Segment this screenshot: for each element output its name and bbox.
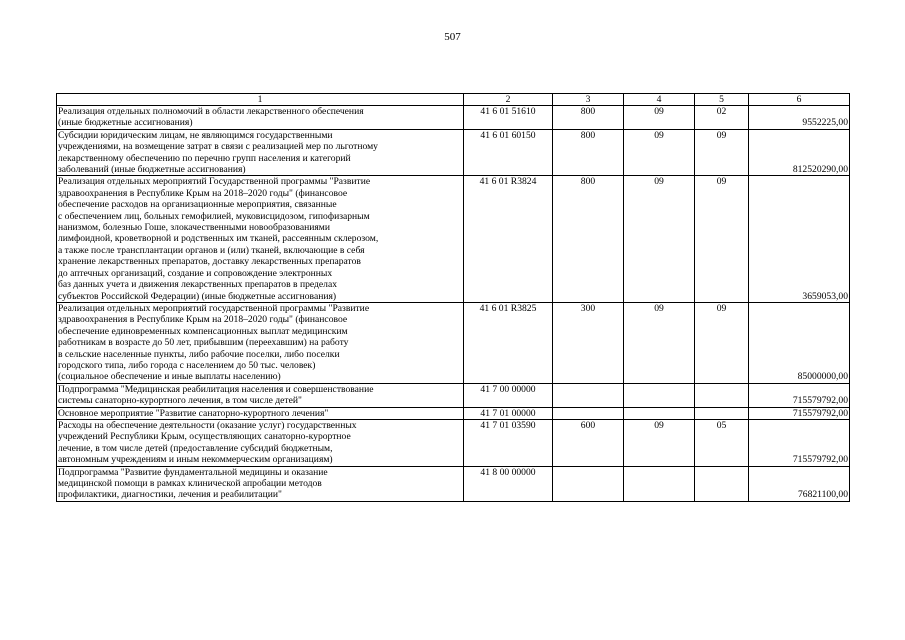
section-cell: 09 xyxy=(624,302,695,383)
subsection-cell: 02 xyxy=(695,106,749,130)
expense-type-cell xyxy=(553,466,624,501)
column-header: 3 xyxy=(553,94,624,106)
expense-name-cell xyxy=(57,129,464,176)
subsection-cell: 05 xyxy=(695,419,749,466)
amount-cell: 76821100,00 xyxy=(749,466,850,501)
table-row xyxy=(57,129,850,176)
expense-name-line: здравоохранения в Республике Крым на 2018–2020 годы" (финансовое xyxy=(58,314,348,326)
section-cell xyxy=(624,407,695,419)
table-row xyxy=(57,302,850,383)
expense-type-cell: 800 xyxy=(553,106,624,130)
expense-name-cell xyxy=(57,407,464,419)
expense-name-line: здравоохранения в Республике Крым на 2018–2020 годы" (финансовое xyxy=(58,187,348,199)
classification-code-cell: 41 7 01 00000 xyxy=(464,407,553,419)
expense-type-cell: 600 xyxy=(553,419,624,466)
expense-name-line: учреждениями, на возмещение затрат в связи с реализацией мер по льготному xyxy=(58,141,378,153)
amount-cell: 715579792,00 xyxy=(749,383,850,407)
expense-name-line: с обеспечением лиц, больных гемофилией, муковисцидозом, гипофизарным xyxy=(58,210,370,222)
classification-code-cell: 41 6 01 51610 xyxy=(464,106,553,130)
subsection-cell xyxy=(695,466,749,501)
page-number: 507 xyxy=(444,31,461,43)
expense-name-line: лечение, в том числе детей (предоставление субсидий бюджетным, xyxy=(58,442,333,454)
expense-name-cell xyxy=(57,419,464,466)
expense-type-cell: 800 xyxy=(553,176,624,302)
classification-code-cell: 41 7 00 00000 xyxy=(464,383,553,407)
column-header: 4 xyxy=(624,94,695,106)
expense-name-line: Реализация отдельных мероприятий Государственной программы "Развитие xyxy=(58,176,371,188)
expense-name-line: (социальное обеспечение и иные выплаты населению) xyxy=(58,371,281,383)
expense-name-line: Основное мероприятие "Развитие санаторно-курортного лечения" xyxy=(58,407,329,419)
expense-name-line: обеспечение расходов на организационные мероприятия, связанные xyxy=(58,199,337,211)
expense-name-line: учреждений Республики Крым, осуществляющих санаторно-курортное xyxy=(58,431,351,443)
expense-name-line: Подпрограмма "Медицинская реабилитация населения и совершенствование xyxy=(58,383,374,395)
expense-name-cell xyxy=(57,106,464,130)
amount-cell: 812520290,00 xyxy=(749,129,850,176)
table-body xyxy=(57,94,850,502)
column-header: 1 xyxy=(57,94,464,106)
expense-name-line: до аптечных организаций, создание и сопровождение электронных xyxy=(58,267,333,279)
section-cell: 09 xyxy=(624,176,695,302)
subsection-cell: 09 xyxy=(695,176,749,302)
section-cell xyxy=(624,383,695,407)
subsection-cell xyxy=(695,383,749,407)
expense-name-line: (иные бюджетные ассигнования) xyxy=(58,117,193,129)
table-row xyxy=(57,383,850,407)
amount-cell: 85000000,00 xyxy=(749,302,850,383)
expense-type-cell xyxy=(553,383,624,407)
expense-name-line: медицинской помощи в рамках клинической апробации методов xyxy=(58,478,322,489)
expense-name-line: обеспечение единовременных компенсационных выплат медицинским xyxy=(58,325,348,337)
expense-name-cell xyxy=(57,302,464,383)
expense-name-line: в сельские населенные пункты, либо рабочие поселки, либо поселки xyxy=(58,348,340,360)
table-row xyxy=(57,176,850,302)
expense-name-line: Реализация отдельных мероприятий государственной программы "Развитие xyxy=(58,302,370,314)
expense-name-line: Реализация отдельных полномочий в области лекарственного обеспечения xyxy=(58,106,364,117)
column-header: 6 xyxy=(749,94,850,106)
classification-code-cell: 41 6 01 60150 xyxy=(464,129,553,176)
amount-cell: 715579792,00 xyxy=(749,419,850,466)
expense-name-cell xyxy=(57,176,464,302)
expense-type-cell: 300 xyxy=(553,302,624,383)
column-header: 5 xyxy=(695,94,749,106)
classification-code-cell: 41 8 00 00000 xyxy=(464,466,553,501)
amount-cell: 715579792,00 xyxy=(749,407,850,419)
section-cell: 09 xyxy=(624,419,695,466)
classification-code-cell: 41 6 01 R3824 xyxy=(464,176,553,302)
expense-name-line: автономным учреждениям и иным некоммерческим организациям) xyxy=(58,454,333,466)
subsection-cell: 09 xyxy=(695,302,749,383)
table-row xyxy=(57,466,850,501)
expense-name-line: баз данных учета и движения лекарственных препаратов в пределах xyxy=(58,279,338,291)
table-row xyxy=(57,419,850,466)
expense-name-line: работникам в возрасте до 50 лет, прибывшим (переехавшим) на работу xyxy=(58,337,349,349)
amount-cell: 3659053,00 xyxy=(749,176,850,302)
expense-name-line: нанизмом, болезнью Гоше, злокачественными новообразованиями xyxy=(58,222,330,234)
table-row xyxy=(57,407,850,419)
expense-name-line: городского типа, либо города с населением до 50 тыс. человек) xyxy=(58,359,316,371)
subsection-cell: 09 xyxy=(695,129,749,176)
table-row xyxy=(57,106,850,130)
expense-name-line: субъектов Российской Федерации) (иные бюджетные ассигнования) xyxy=(58,290,337,302)
expense-name-line: лимфоидной, кроветворной и родственных им тканей, рассеянным склерозом, xyxy=(58,233,379,245)
expense-name-line: профилактики, диагностики, лечения и реабилитации" xyxy=(58,489,282,501)
expense-name-line: Расходы на обеспечение деятельности (оказание услуг) государственных xyxy=(58,419,357,431)
section-cell xyxy=(624,466,695,501)
expense-name-cell xyxy=(57,383,464,407)
budget-table xyxy=(56,93,850,502)
expense-type-cell xyxy=(553,407,624,419)
expense-name-line: заболеваний (иные бюджетные ассигнования) xyxy=(58,164,246,176)
expense-name-cell xyxy=(57,466,464,501)
subsection-cell xyxy=(695,407,749,419)
expense-name-line: лекарственному обеспечению по перечню групп населения и категорий xyxy=(58,152,351,164)
table-header-row xyxy=(57,94,850,106)
classification-code-cell: 41 7 01 03590 xyxy=(464,419,553,466)
column-header: 2 xyxy=(464,94,553,106)
classification-code-cell: 41 6 01 R3825 xyxy=(464,302,553,383)
amount-cell: 9552225,00 xyxy=(749,106,850,130)
expense-name-line: системы санаторно-курортного лечения, в том числе детей" xyxy=(58,395,302,407)
section-cell: 09 xyxy=(624,106,695,130)
expense-name-line: хранение лекарственных препаратов, доставку лекарственных препаратов xyxy=(58,256,361,268)
section-cell: 09 xyxy=(624,129,695,176)
expense-name-line: Подпрограмма "Развитие фундаментальной медицины и оказание xyxy=(58,466,328,478)
expense-type-cell: 800 xyxy=(553,129,624,176)
expense-name-line: а также после трансплантации органов и (или) тканей, включающие в себя xyxy=(58,244,365,256)
expense-name-line: Субсидии юридическим лицам, не являющимся государственными xyxy=(58,129,333,141)
